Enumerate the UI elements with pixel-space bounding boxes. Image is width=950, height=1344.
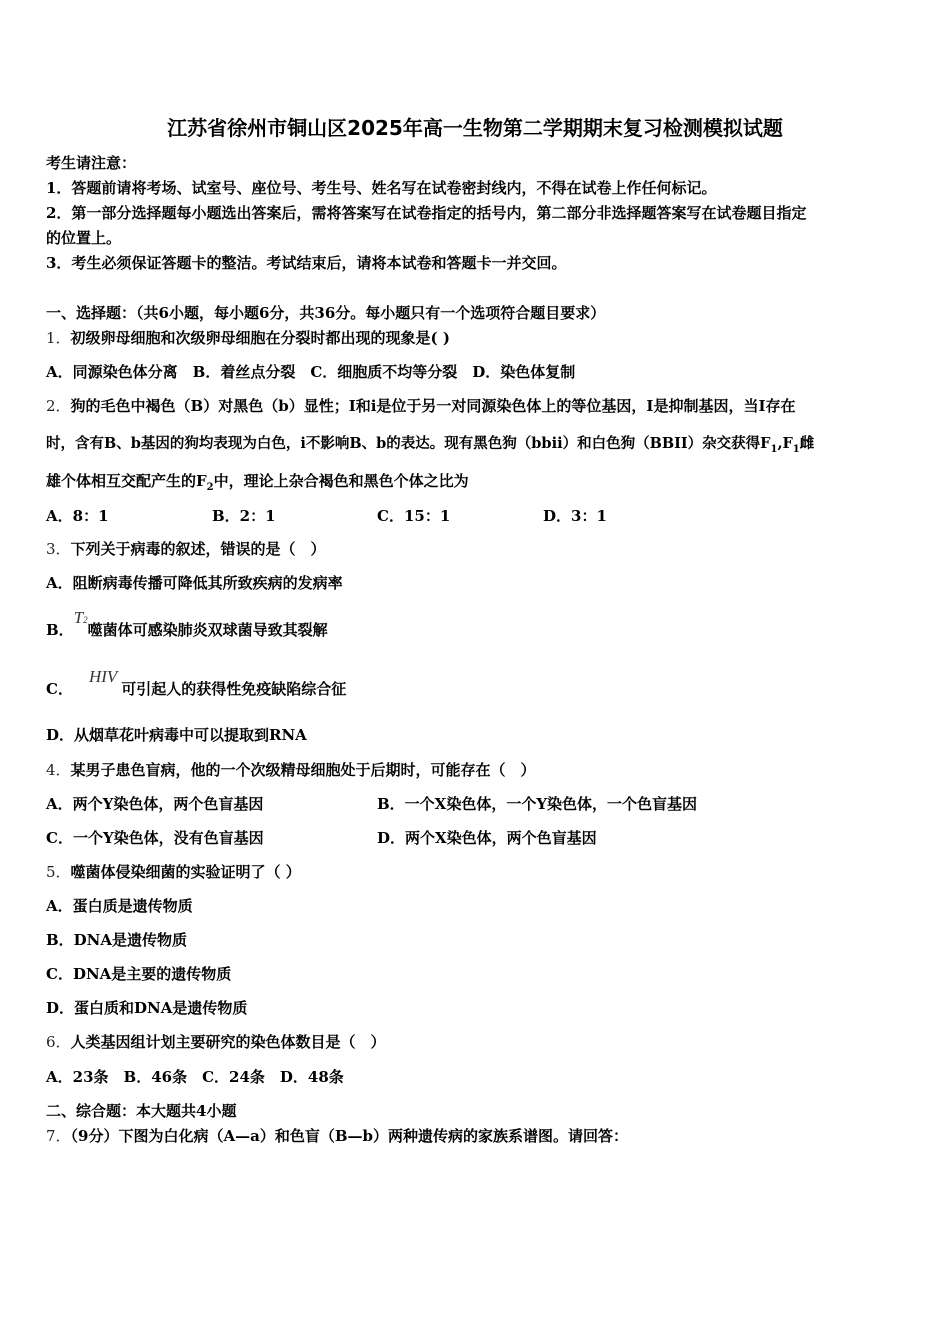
question-2-option-c: C．15：1 (377, 507, 451, 525)
question-text: ,F (777, 435, 793, 452)
question-text: 中，理论上杂合褐色和黑色个体之比为 (213, 472, 469, 490)
question-text: 雌 (799, 435, 815, 452)
question-3-option-b (46, 608, 328, 640)
question-text: 时，含有B、b基因的狗均表现为白色，i不影响B、b的表达。现有黑色狗（bbii）和白色狗（BBII）杂交获得F (46, 435, 771, 452)
question-2-option-a: A．8：1 (46, 507, 109, 525)
question-text: 初级卵母细胞和次级卵母细胞在分裂时都出现的现象是( ) (70, 329, 450, 347)
question-text: 噬菌体侵染细菌的实验证明了（ ） (70, 863, 301, 881)
math-symbol: HIV (88, 667, 118, 686)
option-text: 噬菌体可感染肺炎双球菌导致其裂解 (87, 621, 328, 639)
question-5-option-a: A．蛋白质是遗传物质 (46, 897, 193, 915)
question-3-option-d: D．从烟草花叶病毒中可以提取到RNA (46, 726, 307, 744)
question-2-option-b: B．2：1 (212, 507, 276, 525)
option-label: C． (46, 680, 73, 698)
question-text: 人类基因组计划主要研究的染色体数目是（ ） (70, 1033, 386, 1051)
question-5-option-c: C．DNA是主要的遗传物质 (46, 965, 232, 983)
question-2-option-d: D．3：1 (543, 507, 607, 525)
notice-item-1: 1．答题前请将考场、试室号、座位号、考生号、姓名写在试卷密封线内，不得在试卷上作任何标记。 (46, 179, 717, 197)
question-number: 2． (46, 397, 71, 415)
notice-item-3: 3．考生必须保证答题卡的整洁。考试结束后，请将本试卷和答题卡一并交回。 (46, 254, 567, 272)
question-number: 5． (46, 863, 71, 881)
question-6 (46, 1031, 386, 1052)
question-6-options: A．23条 B．46条 C．24条 D．48条 (46, 1068, 344, 1086)
question-4 (46, 759, 536, 780)
option-text: 可引起人的获得性免疫缺陷综合征 (121, 680, 347, 698)
question-text: 狗的毛色中褐色（B）对黑色（b）显性；I和i是位于另一对同源染色体上的等位基因，I是抑制基因，当I存在 (70, 397, 796, 415)
question-number: 4． (46, 761, 71, 779)
question-4-option-a: A．两个Y染色体，两个色盲基因 (46, 795, 264, 813)
question-5-option-d: D．蛋白质和DNA是遗传物质 (46, 999, 248, 1017)
question-2-line-2 (46, 432, 814, 455)
notice-heading: 考生请注意： (46, 154, 137, 172)
question-4-option-c: C．一个Y染色体，没有色盲基因 (46, 829, 264, 847)
question-4-option-b: B．一个X染色体，一个Y染色体，一个色盲基因 (377, 795, 698, 813)
question-number: 7． (46, 1127, 71, 1145)
question-2-line-1 (46, 395, 795, 416)
question-5-option-b: B．DNA是遗传物质 (46, 931, 188, 949)
question-number: 6． (46, 1033, 71, 1051)
question-1-options: A．同源染色体分离 B．着丝点分裂 C．细胞质不均等分裂 D．染色体复制 (46, 363, 576, 381)
question-1 (46, 327, 450, 348)
subscript: 2 (206, 482, 214, 493)
page-title: 江苏省徐州市铜山区2025年高一生物第二学期期末复习检测模拟试题 (167, 116, 783, 140)
question-text: 雄个体相互交配产生的F (46, 472, 207, 490)
question-text: （9分）下图为白化病（A—a）和色盲（B—b）两种遗传病的家族系谱图。请回答： (70, 1127, 629, 1145)
subscript: 1 (770, 443, 778, 455)
question-text: 下列关于病毒的叙述，错误的是（ ） (70, 540, 326, 558)
notice-item-2-cont: 的位置上。 (46, 229, 122, 247)
section-2-heading: 二、综合题：本大题共4小题 (46, 1102, 237, 1120)
section-1-heading: 一、选择题：（共6小题，每小题6分，共36分。每小题只有一个选项符合题目要求） (46, 304, 606, 322)
question-2-line-3 (46, 470, 469, 493)
question-text: 某男子患色盲病，他的一个次级精母细胞处于后期时，可能存在（ ） (70, 761, 536, 779)
notice-item-2: 2．第一部分选择题每小题选出答案后，需将答案写在试卷指定的括号内，第二部分非选择题答案写在试卷题目指定 (46, 204, 807, 222)
question-3-option-c (46, 667, 347, 699)
question-5 (46, 861, 301, 882)
question-number: 3． (46, 540, 71, 558)
question-7 (46, 1125, 628, 1146)
question-4-option-d: D．两个X染色体，两个色盲基因 (377, 829, 597, 847)
question-3 (46, 538, 326, 559)
option-label: B． (46, 621, 74, 639)
math-symbol: T2 (73, 608, 88, 627)
subscript: 1 (792, 443, 800, 455)
question-3-option-a: A．阻断病毒传播可降低其所致疾病的发病率 (46, 574, 343, 592)
question-number: 1． (46, 329, 71, 347)
